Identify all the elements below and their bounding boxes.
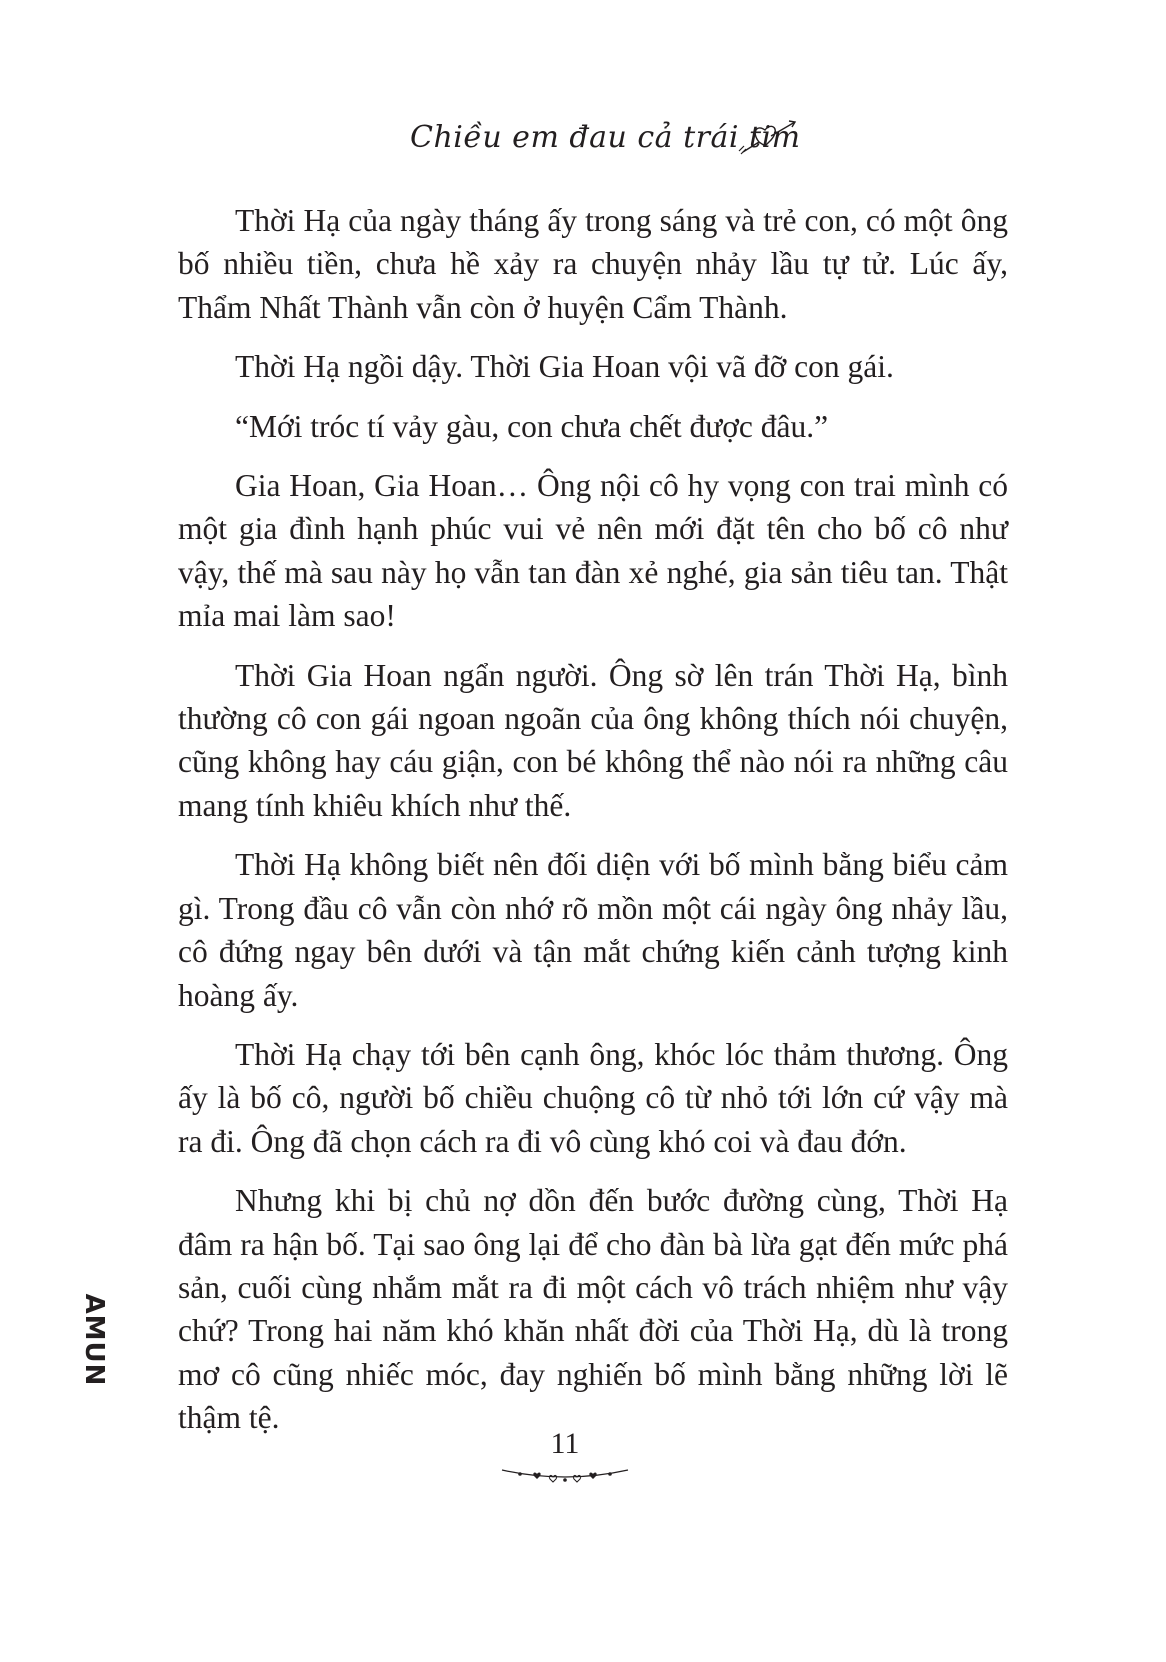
paragraph-3: “Mới tróc tí vảy gàu, con chưa chết được đâu.” [235,408,829,444]
paragraph-2: Thời Hạ ngồi dậy. Thời Gia Hoan vội vã đỡ con gái. [235,349,894,385]
publisher-logo-text: AMUN [79,1293,109,1387]
running-title: Chiều em đau cả trái tim [410,120,801,155]
running-head [410,112,810,172]
paragraph-8: Nhưng khi bị chủ nợ dồn đến bước đường cùng, Thời Hạ đâm ra hận bố. Tại sao ông lại để cho đàn bà lừa gạt đến mức phá sản, cuối cùng nhắm mắt ra đi một cách vô trách nhiệm như vậy chứ? Trong hai năm khó khăn nhất đời của Thời Hạ, dù là trong mơ cô cũng nhiếc móc, đay nghiến bố mình bằng những lời lẽ thậm tệ. [178,1183,1008,1436]
heart-arrow-icon [737,116,799,162]
paragraph-1: Thời Hạ của ngày tháng ấy trong sáng và trẻ con, có một ông bố nhiều tiền, chưa hề xảy ra chuyện nhảy lầu tự tử. Lúc ấy, Thẩm Nhất Thành vẫn còn ở huyện Cẩm Thành. [178,203,1008,325]
paragraph-7: Thời Hạ chạy tới bên cạnh ông, khóc lóc thảm thương. Ông ấy là bố cô, người bố chiều chuộng cô từ nhỏ tới lớn cứ vậy mà ra đi. Ông đã chọn cách ra đi vô cùng khó coi và đau đớn. [178,1036,1008,1159]
chapter-body [178,199,1008,1456]
heart-garland-icon [500,1462,630,1486]
paragraph-5: Thời Gia Hoan ngẩn người. Ông sờ lên trán Thời Hạ, bình thường cô con gái ngoan ngoãn của ông không thích nói chuyện, cũng không hay cáu giận, con bé không thể nào nói ra những câu mang tính khiêu khích như thế. [178,657,1008,823]
paragraph-6: Thời Hạ không biết nên đối diện với bố mình bằng biểu cảm gì. Trong đầu cô vẫn còn nhớ rõ mồn một cái ngày ông nhảy lầu, cô đứng ngay bên dưới và tận mắt chứng kiến cảnh tượng kinh hoàng ấy. [178,847,1008,1013]
publisher-logo [76,1290,112,1390]
page-number: 11 [550,1427,580,1460]
paragraph-4: Gia Hoan, Gia Hoan… Ông nội cô hy vọng con trai mình có một gia đình hạnh phúc vui vẻ nên mới đặt tên cho bố cô như vậy, thế mà sau này họ vẫn tan đàn xẻ nghé, gia sản tiêu tan. Thật mỉa mai làm sao! [178,468,1008,634]
